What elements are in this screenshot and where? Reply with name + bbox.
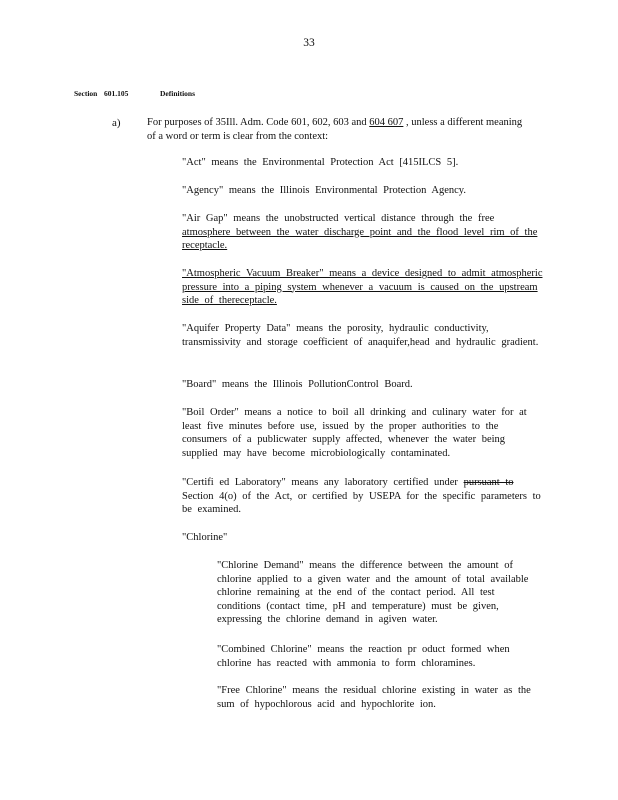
subsection-intro (147, 116, 527, 143)
definition-text: "Board" means the Illinois PollutionControl Board. (182, 379, 413, 390)
subdefinition-text: "Combined Chlorine" means the reaction pr oduct formed when chlorine has reacted with ammonia to form chloramines. (217, 644, 510, 669)
definition-inserted-text: "Atmospheric Vacuum Breaker" means a device designed to admit atmospheric pressure into a piping system whenever a vacuum is caused on the upstream side of thereceptacle. (182, 268, 543, 306)
intro-text: For purposes of 35Ill. Adm. Code 601, 602, 603 and (147, 117, 370, 128)
intro-text-end: , unless a different meaning of a word or term is clear from the context: (147, 117, 523, 142)
definition-aquifer-property-data (182, 322, 544, 349)
definition-text: "Air Gap" means the unobstructed vertical distance through the free (182, 213, 495, 224)
subdefinition-chlorine-demand (217, 559, 532, 627)
subdefinition-combined-chlorine (217, 643, 532, 670)
definition-text: "Chlorine" (182, 532, 228, 543)
subdefinition-text: "Free Chlorine" means the residual chlorine existing in water as the sum of hypochlorous acid and hypochlorite ion. (217, 685, 531, 710)
subdefinition-free-chlorine (217, 684, 532, 711)
section-number: 601.105 (104, 89, 129, 98)
intro-inserted-text: 604 607 (369, 117, 404, 128)
definition-certified-laboratory (182, 476, 544, 517)
definition-act (182, 156, 544, 170)
definition-text: "Act" means the Environmental Protection Act [415ILCS 5]. (182, 157, 459, 168)
definition-board (182, 378, 544, 392)
section-label: Section (74, 89, 98, 98)
subdefinition-text: "Chlorine Demand" means the difference between the amount of chlorine applied to a given water and the amount of total available chlorine remaining at the end of the contact period. All test conditions (contact time, pH and temperature) must be given, expressing the chlorine demand in agiven water. (217, 560, 529, 625)
subsection-letter: a) (112, 117, 121, 129)
definition-inserted-text: atmosphere between the water discharge point and the flood level rim of the receptacle. (182, 226, 538, 251)
section-heading (74, 89, 195, 98)
definition-text: "Certifi ed Laboratory" means any laboratory certified under (182, 477, 464, 488)
definition-text: "Agency" means the Illinois Environmental Protection Agency. (182, 185, 466, 196)
definition-agency (182, 184, 544, 198)
definition-deleted-text: pursuant to (463, 477, 514, 488)
definition-chlorine (182, 531, 544, 545)
definition-text: "Boil Order" means a notice to boil all drinking and culinary water for at least five minutes before use, issued by the proper authorities to the consumers of a publicwater supply affected, whenever the water being supplied may have become microbiologically contaminated. (182, 407, 527, 459)
definition-air-gap (182, 212, 544, 253)
definition-boil-order (182, 406, 544, 460)
definition-atmospheric-vacuum-breaker (182, 267, 544, 308)
page-number: 33 (303, 37, 315, 49)
definition-text: "Aquifer Property Data" means the porosity, hydraulic conductivity, transmissivity and storage coefficient of anaquifer,head and hydraulic gradient. (182, 323, 539, 348)
definition-text-end: Section 4(o) of the Act, or certified by USEPA for the specific parameters to be examined. (182, 490, 541, 515)
section-title: Definitions (160, 89, 196, 98)
